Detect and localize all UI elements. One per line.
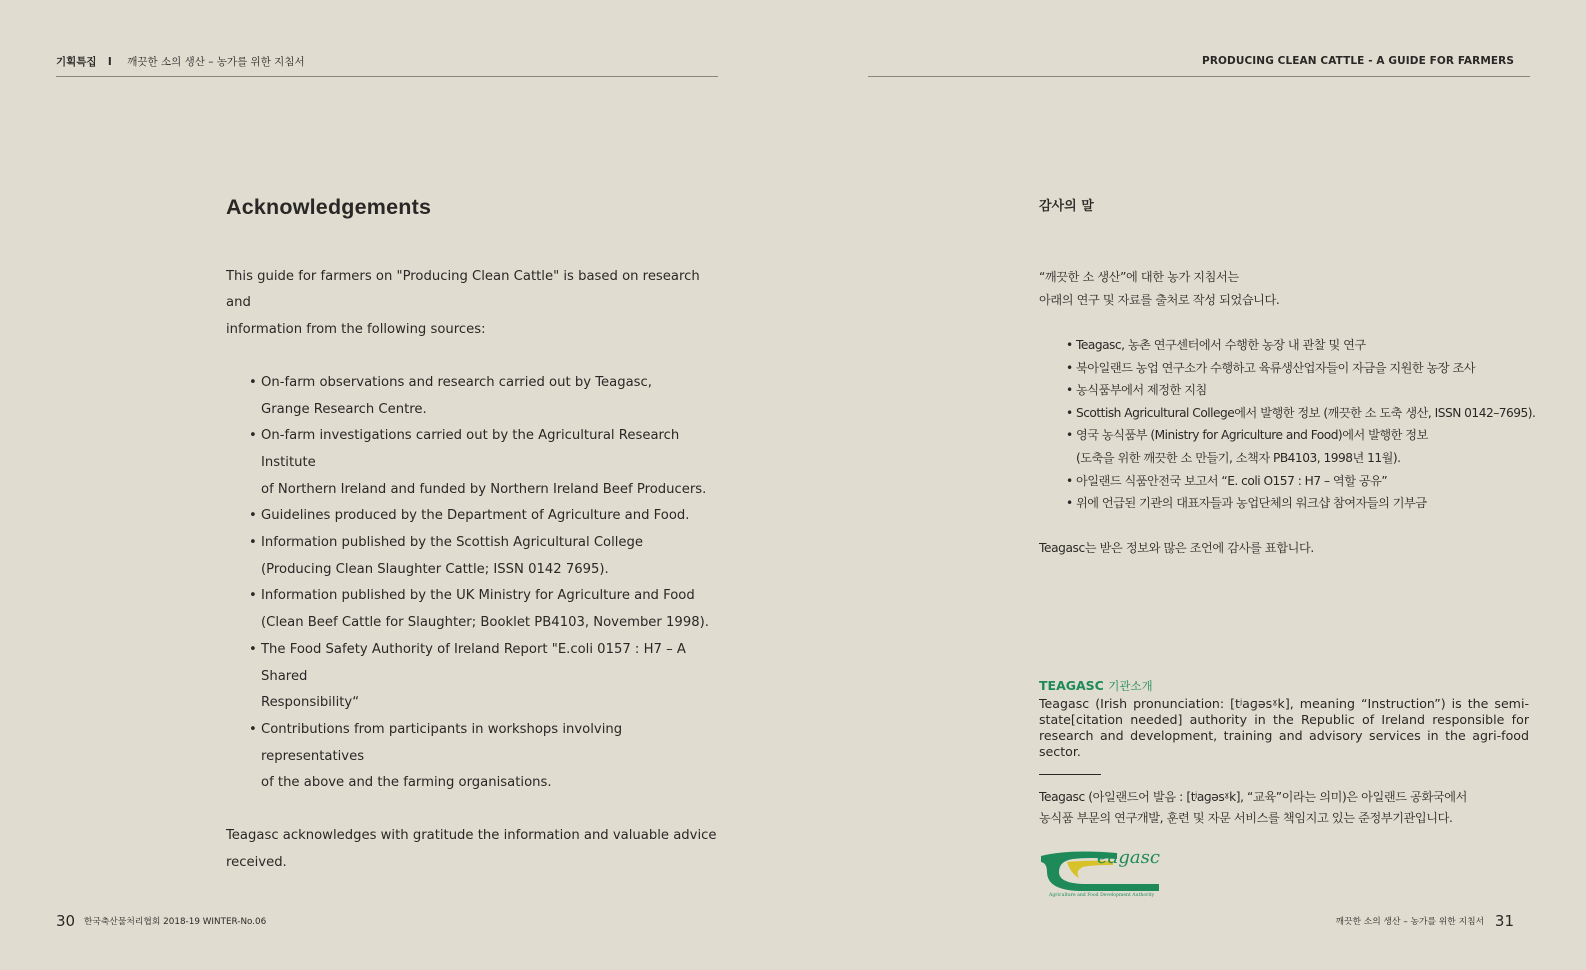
list-item-line: Scottish Agricultural College에서 발행한 정보 (깨끗한 소 도축 생산, ISSN 0142–7695). bbox=[1076, 405, 1536, 420]
about-divider bbox=[1039, 774, 1101, 775]
list-item-line: Teagasc, 농촌 연구센터에서 수행한 농장 내 관찰 및 연구 bbox=[1076, 338, 1366, 352]
list-item-line: On-farm investigations carried out by the Agricultural Research Institute bbox=[261, 428, 680, 470]
header-subtitle: 깨끗한 소의 생산 – 농가를 위한 지침서 bbox=[127, 56, 305, 68]
list-item bbox=[226, 637, 726, 717]
page-number-right: 31 bbox=[1494, 912, 1514, 930]
korean-intro-line: 아래의 연구 및 자료를 출처로 작성 되었습니다. bbox=[1039, 293, 1280, 307]
intro-line: information from the following sources: bbox=[226, 322, 486, 338]
list-item bbox=[1039, 402, 1536, 425]
list-item bbox=[226, 370, 726, 423]
list-item-line: Information published by the Scottish Agricultural College bbox=[261, 535, 644, 551]
about-text-en: Teagasc (Irish pronunciation: [tʲaɡəsˠk], meaning “Instruction”) is the semi-state[citation needed] authority in the Republic of Ireland responsible for research and development, training and advisory services in the agri-food sector. bbox=[1039, 696, 1529, 759]
list-item bbox=[226, 717, 726, 797]
list-item-line: The Food Safety Authority of Ireland Report "E.coli 0157 : H7 – A Shared bbox=[261, 641, 686, 684]
list-item-line: of Northern Ireland and funded by Northern Ireland Beef Producers. bbox=[261, 481, 707, 497]
closing-line: Teagasc acknowledges with gratitude the information and valuable advice bbox=[226, 828, 717, 844]
header-divider: I bbox=[107, 56, 112, 68]
list-item-line: On-farm observations and research carried out by Teagasc, bbox=[261, 374, 652, 390]
left-header-rule bbox=[56, 76, 718, 77]
about-text-ko bbox=[1039, 787, 1529, 829]
korean-acknowledgements bbox=[1039, 195, 1536, 560]
about-ko-line: Teagasc (아일랜드어 발음 : [tʲaɡəsˠk], “교육”이라는 의미)은 아일랜드 공화국에서 bbox=[1039, 790, 1467, 804]
teagasc-logo-icon bbox=[1039, 848, 1169, 898]
list-item bbox=[1039, 424, 1530, 469]
english-acknowledgements bbox=[226, 194, 726, 876]
source-list bbox=[226, 370, 726, 797]
footer-title: 깨끗한 소의 생산 – 농가를 위한 지침서 bbox=[1335, 917, 1485, 927]
list-item-line: Information published by the UK Ministry for Agriculture and Food bbox=[261, 588, 695, 604]
right-page-header: PRODUCING CLEAN CATTLE - A GUIDE FOR FARMERS bbox=[1202, 55, 1514, 67]
logo-wordmark: eagasc bbox=[1097, 848, 1160, 868]
closing-line: received. bbox=[226, 854, 287, 870]
page-number-left: 30 bbox=[56, 912, 76, 930]
section-label: 기획특집 bbox=[56, 56, 97, 68]
list-item bbox=[1039, 470, 1530, 493]
list-item bbox=[226, 423, 726, 503]
list-item bbox=[1039, 379, 1530, 402]
list-item-line: 북아일랜드 농업 연구소가 수행하고 육류생산업자들이 자금을 지원한 농장 조사 bbox=[1076, 360, 1476, 375]
list-item bbox=[226, 583, 726, 636]
left-page-header bbox=[56, 54, 305, 69]
logo-tagline: Agriculture and Food Development Authority bbox=[1049, 893, 1155, 898]
list-item bbox=[1039, 357, 1530, 380]
list-item-line: (도축을 위한 깨끗한 소 만들기, 소책자 PB4103, 1998년 11월). bbox=[1076, 450, 1401, 465]
korean-title: 감사의 말 bbox=[1039, 199, 1094, 214]
about-ko-line: 농식품 부문의 연구개발, 훈련 및 자문 서비스를 책임지고 있는 준정부기관입니다. bbox=[1039, 811, 1453, 825]
closing-paragraph bbox=[226, 823, 726, 876]
list-item-line: (Clean Beef Cattle for Slaughter; Booklet PB4103, November 1998). bbox=[261, 615, 709, 631]
list-item-line: 아일랜드 식품안전국 보고서 “E. coli O157 : H7 – 역할 공유” bbox=[1076, 473, 1388, 488]
list-item-line: Guidelines produced by the Department of Agriculture and Food. bbox=[261, 508, 690, 524]
list-item-line: Grange Research Centre. bbox=[261, 401, 427, 417]
korean-intro bbox=[1039, 266, 1530, 312]
teagasc-logo bbox=[1039, 848, 1169, 898]
list-item bbox=[1039, 492, 1530, 515]
intro-line: This guide for farmers on "Producing Clean Cattle" is based on research and bbox=[226, 268, 700, 311]
intro-paragraph bbox=[226, 264, 726, 344]
list-item bbox=[226, 503, 726, 530]
korean-intro-line: “깨끗한 소 생산”에 대한 농가 지침서는 bbox=[1039, 270, 1239, 284]
right-footer bbox=[1335, 912, 1514, 930]
list-item-line: (Producing Clean Slaughter Cattle; ISSN 0142 7695). bbox=[261, 561, 609, 577]
korean-source-list bbox=[1039, 334, 1536, 515]
page-title: Acknowledgements bbox=[226, 195, 432, 219]
list-item-line: 농식품부에서 제정한 지침 bbox=[1076, 383, 1207, 398]
list-item-line: Responsibility“ bbox=[261, 695, 360, 711]
list-item bbox=[1039, 334, 1530, 357]
right-header-rule bbox=[868, 76, 1530, 77]
about-teagasc bbox=[1039, 678, 1529, 829]
list-item-line: 영국 농식품부 (Ministry for Agriculture and Food)에서 발행한 정보 bbox=[1076, 428, 1428, 443]
list-item-line: of the above and the farming organisations. bbox=[261, 775, 552, 791]
list-item bbox=[226, 530, 726, 583]
list-item-line: 위에 언급된 기관의 대표자들과 농업단체의 워크샵 참여자들의 기부금 bbox=[1076, 496, 1427, 511]
about-title-en: TEAGASC bbox=[1039, 678, 1104, 693]
about-title-ko: 기관소개 bbox=[1108, 679, 1153, 693]
korean-closing: Teagasc는 받은 정보와 많은 조언에 감사를 표합니다. bbox=[1039, 540, 1314, 555]
footer-publication: 한국축산물처리협회 2018-19 WINTER-No.06 bbox=[83, 917, 267, 927]
list-item-line: Contributions from participants in workshops involving representatives bbox=[261, 721, 623, 764]
left-footer bbox=[56, 912, 266, 930]
about-title bbox=[1039, 678, 1529, 694]
